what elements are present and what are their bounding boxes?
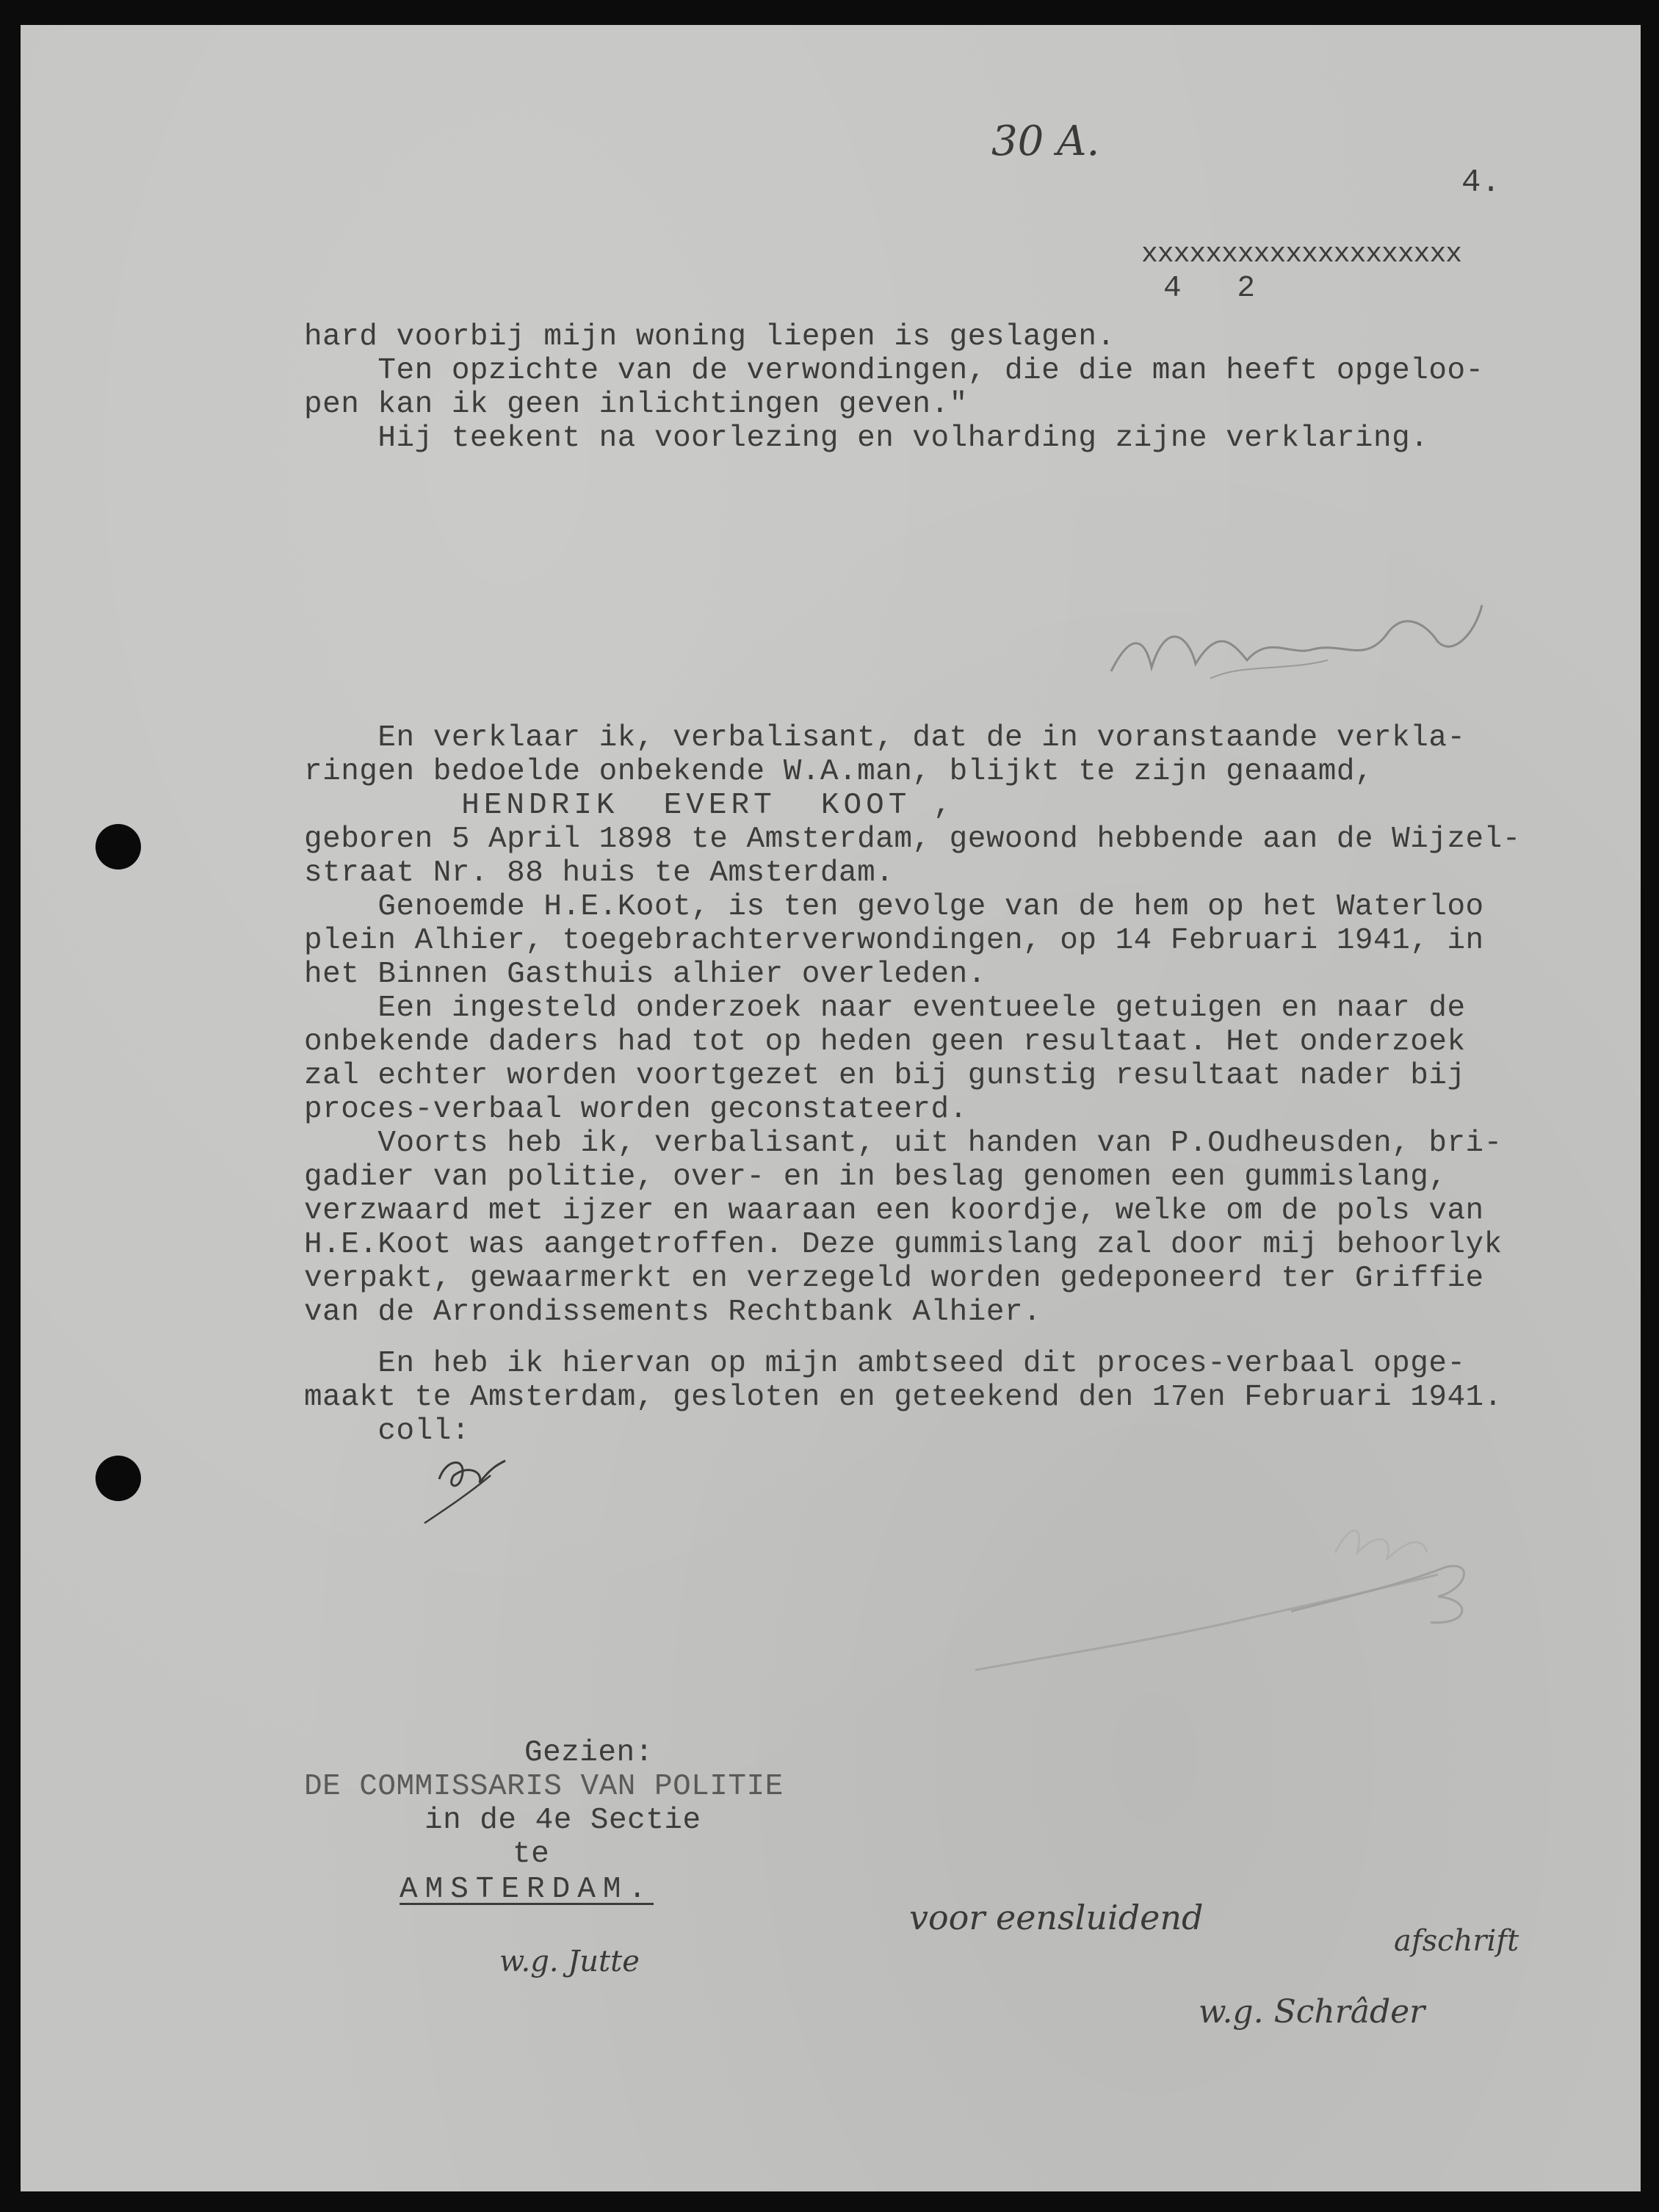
city-line: AMSTERDAM. xyxy=(400,1873,654,1906)
line: verzwaard met ijzer en waaraan een koordje, welke om de pols van xyxy=(304,1194,1484,1228)
line: verpakt, gewaarmerkt en verzegeld worden gedeponeerd ter Griffie xyxy=(304,1262,1484,1295)
line: gadier van politie, over- en in beslag genomen een gummislang, xyxy=(304,1160,1447,1194)
line: Voorts heb ik, verbalisant, uit handen van P.Oudheusden, bri- xyxy=(304,1127,1503,1160)
line: pen kan ik geen inlichtingen geven." xyxy=(304,388,968,422)
copy-note-line-1: voor eensluidend xyxy=(909,1898,1204,1937)
punch-hole-top xyxy=(95,824,141,870)
coll-initials xyxy=(417,1435,520,1530)
page-number: 4. xyxy=(1461,165,1501,201)
line: plein Alhier, toegebrachterverwondingen, op 14 Februari 1941, in xyxy=(304,924,1484,958)
line: maakt te Amsterdam, gesloten en geteekend den 17en Februari 1941. xyxy=(304,1381,1503,1414)
line: Een ingesteld onderzoek naar eventueele getuigen en naar de xyxy=(304,991,1466,1025)
faint-signature-scribble xyxy=(968,1508,1482,1685)
te-line: te xyxy=(513,1837,550,1871)
line: onbekende daders had tot op heden geen resultaat. Het onderzoek xyxy=(304,1025,1466,1059)
line: En verklaar ik, verbalisant, dat de in voranstaande verkla- xyxy=(304,721,1466,755)
line: Hij teekent na voorlezing en volharding zijne verklaring. xyxy=(304,422,1429,455)
line: ringen bedoelde onbekende W.A.man, blijkt te zijn genaamd, xyxy=(304,755,1374,789)
reference-numbers: 4 2 xyxy=(1163,272,1256,306)
line: coll: xyxy=(304,1414,470,1448)
line: straat Nr. 88 huis te Amsterdam. xyxy=(304,856,894,890)
signature-witness xyxy=(1107,590,1489,693)
line: van de Arrondissements Rechtbank Alhier. xyxy=(304,1295,1042,1329)
line: Ten opzichte van de verwondingen, die die man heeft opgeloo- xyxy=(304,354,1484,388)
gezien-label: Gezien: xyxy=(524,1736,654,1770)
line: hard voorbij mijn woning liepen is geslagen. xyxy=(304,320,1116,354)
line: proces-verbaal worden geconstateerd. xyxy=(304,1093,968,1127)
wg-signature-left: w.g. Jutte xyxy=(499,1945,640,1978)
sectie-line: in de 4e Sectie xyxy=(424,1804,701,1837)
line: het Binnen Gasthuis alhier overleden. xyxy=(304,958,986,991)
line: zal echter worden voortgezet en bij gunstig resultaat nader bij xyxy=(304,1059,1466,1093)
copy-note-line-2: afschrift xyxy=(1394,1924,1519,1958)
deceased-name: HENDRIK EVERT KOOT , xyxy=(304,789,956,823)
wg-signature-right: w.g. Schrâder xyxy=(1199,1993,1425,2031)
line: geboren 5 April 1898 te Amsterdam, gewoond hebbende aan de Wijzel- xyxy=(304,823,1521,856)
line: Genoemde H.E.Koot, is ten gevolge van de hem op het Waterloo xyxy=(304,890,1484,924)
commissaris-title: DE COMMISSARIS VAN POLITIE xyxy=(304,1770,784,1804)
document-sheet xyxy=(21,25,1641,2191)
line: H.E.Koot was aangetroffen. Deze gummislang zal door mij behoorlyk xyxy=(304,1228,1503,1262)
folio-number: 30 A. xyxy=(991,118,1100,165)
line: En heb ik hiervan op mijn ambtseed dit proces-verbaal opge- xyxy=(304,1347,1466,1381)
struck-reference: xxxxxxxxxxxxxxxxxxxx xyxy=(1141,239,1462,270)
punch-hole-bottom xyxy=(95,1456,141,1501)
